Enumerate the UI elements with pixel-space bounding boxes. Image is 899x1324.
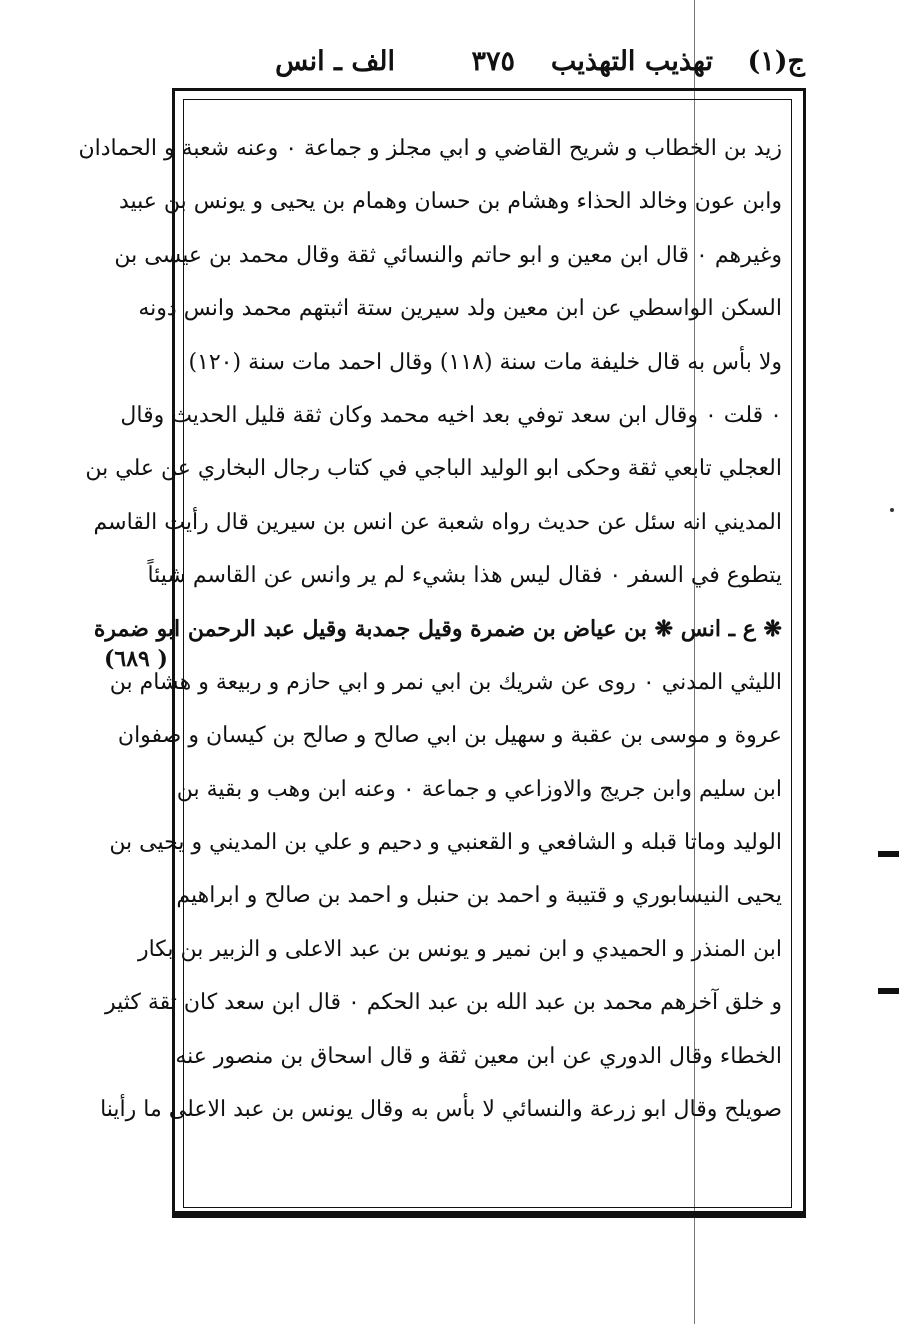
- text-line: الوليد وماتا قبله و الشافعي و القعنبي و دحيم و علي بن المديني و يحيى بن: [109, 830, 782, 856]
- scan-edge-dot: [890, 508, 894, 512]
- text-line: وابن عون وخالد الحذاء وهشام بن حسان وهمام بن يحيى و يونس بن عبيد: [118, 189, 782, 215]
- scan-edge-mark: [878, 851, 899, 857]
- section-title: الف ـ انس: [275, 46, 395, 77]
- text-line: زيد بن الخطاب و شريح القاضي و ابي مجلز و جماعة ٠ وعنه شعبة و الحمادان: [78, 136, 782, 161]
- page-header: [185, 44, 805, 90]
- text-line: و خلق آخرهم محمد بن عبد الله بن عبد الحكم ٠ قال ابن سعد كان ثقة كثير: [104, 990, 782, 1016]
- text-line: ابن سليم وابن جريج والاوزاعي و جماعة ٠ وعنه ابن وهب و بقية بن: [176, 776, 782, 802]
- text-line: يحيى النيسابوري و قتيبة و احمد بن حنبل و احمد بن صالح و ابراهيم: [176, 883, 782, 909]
- page-frame-bottom-rule: [172, 1211, 806, 1217]
- text-line: ولا بأس به قال خليفة مات سنة (١١٨) وقال احمد مات سنة (١٢٠): [188, 349, 782, 375]
- entry-heading-line: ❋ ع ـ انس ❋ بن عياض بن ضمرة وقيل جمدبة وقيل عبد الرحمن ابو ضمرة: [93, 615, 782, 642]
- text-line: الليثي المدني ٠ روى عن شريك بن ابي نمر و ابي حازم و ربيعة و هشام بن: [109, 669, 782, 695]
- text-line: العجلي تابعي ثقة وحكى ابو الوليد الباجي في كتاب رجال البخاري عن علي بن: [85, 456, 782, 482]
- text-line: يتطوع في السفر ٠ فقال ليس هذا بشيء لم ير وانس عن القاسم شيئاً: [147, 563, 782, 589]
- text-line: ٠ قلت ٠ وقال ابن سعد توفي بعد اخيه محمد وكان ثقة قليل الحديث وقال: [120, 402, 782, 428]
- text-line: الخطاء وقال الدوري عن ابن معين ثقة و قال اسحاق بن منصور عنه: [175, 1043, 782, 1069]
- text-line: عروة و موسى بن عقبة و سهيل بن ابي صالح و صالح بن كيسان و صفوان: [117, 723, 782, 749]
- book-title: تهذيب التهذيب: [550, 46, 713, 77]
- text-line: ابن المنذر و الحميدي و ابن نمير و يونس بن عبد الاعلى و الزبير بن بكار: [137, 936, 782, 962]
- text-line: وغيرهم ٠ قال ابن معين و ابو حاتم والنسائي ثقة وقال محمد بن عيسى بن: [114, 242, 782, 268]
- scan-edge-mark: [878, 988, 899, 994]
- text-line: السكن الواسطي عن ابن معين ولد سيرين ستة اثبتهم محمد وانس دونه: [138, 296, 782, 322]
- page-number: ٣٧٥: [471, 46, 515, 77]
- margin-entry-number: ( ٦٨٩): [104, 646, 168, 672]
- volume-number: ج(١): [747, 46, 805, 77]
- text-line: المديني انه سئل عن حديث رواه شعبة عن انس بن سيرين قال رأيت القاسم: [93, 509, 782, 535]
- text-line: صويلح وقال ابو زرعة والنسائي لا بأس به وقال يونس بن عبد الاعلى ما رأينا: [100, 1097, 782, 1123]
